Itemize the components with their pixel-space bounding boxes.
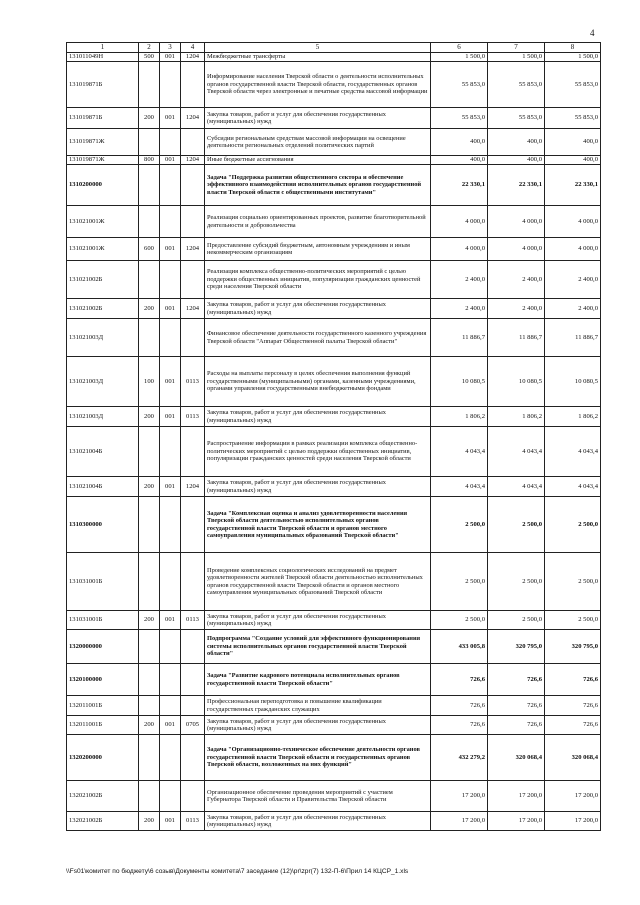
row-description: Реализация социально ориентированных проектов, развитие благотворительной деятельности и добровольчества — [205, 206, 431, 238]
row-code: 131021001Ж — [67, 238, 139, 261]
row-section-code — [181, 553, 205, 611]
table-row — [67, 108, 601, 129]
row-description: Задача "Комплексная оценка и анализ удовлетворенности населения Тверской области деятельностью исполнительных органов государственной власти Тверской области и органов местного самоуправления муниципальных образований Тверской области" — [205, 497, 431, 553]
row-admin-code: 001 — [160, 357, 181, 407]
row-type-code — [139, 165, 160, 206]
row-amount-year1: 55 853,0 — [431, 108, 488, 129]
row-admin-code: 001 — [160, 611, 181, 630]
row-admin-code: 001 — [160, 108, 181, 129]
row-amount-year1: 400,0 — [431, 129, 488, 156]
row-code: 1320200000 — [67, 735, 139, 781]
row-code: 131019871Ж — [67, 129, 139, 156]
row-amount-year2: 1 806,2 — [488, 407, 545, 427]
row-code: 131021002Б — [67, 261, 139, 299]
row-admin-code: 001 — [160, 299, 181, 319]
row-type-code: 200 — [139, 716, 160, 735]
row-section-code — [181, 261, 205, 299]
table-row — [67, 407, 601, 427]
row-admin-code: 001 — [160, 238, 181, 261]
row-amount-year3: 17 200,0 — [545, 781, 601, 812]
row-amount-year1: 2 400,0 — [431, 299, 488, 319]
row-code: 131021003Д — [67, 407, 139, 427]
row-admin-code: 001 — [160, 716, 181, 735]
row-amount-year1: 2 400,0 — [431, 261, 488, 299]
row-admin-code — [160, 206, 181, 238]
row-amount-year1: 400,0 — [431, 156, 488, 165]
row-admin-code — [160, 319, 181, 357]
row-type-code — [139, 664, 160, 696]
row-amount-year2: 320 068,4 — [488, 735, 545, 781]
row-amount-year3: 4 000,0 — [545, 238, 601, 261]
row-type-code: 200 — [139, 407, 160, 427]
row-code: 1310300000 — [67, 497, 139, 553]
row-amount-year3: 1 500,0 — [545, 53, 601, 62]
row-section-code — [181, 497, 205, 553]
row-section-code — [181, 319, 205, 357]
row-amount-year2: 55 853,0 — [488, 108, 545, 129]
row-amount-year1: 2 500,0 — [431, 611, 488, 630]
row-amount-year2: 2 400,0 — [488, 261, 545, 299]
row-type-code: 200 — [139, 611, 160, 630]
row-amount-year1: 55 853,0 — [431, 62, 488, 108]
row-amount-year2: 11 886,7 — [488, 319, 545, 357]
row-type-code — [139, 735, 160, 781]
row-code: 1320100000 — [67, 664, 139, 696]
row-type-code — [139, 319, 160, 357]
row-amount-year3: 400,0 — [545, 156, 601, 165]
row-amount-year1: 4 043,4 — [431, 427, 488, 477]
row-code: 131021004Б — [67, 477, 139, 497]
table-row — [67, 261, 601, 299]
table-row — [67, 553, 601, 611]
row-type-code — [139, 427, 160, 477]
row-code: 131011049Н — [67, 53, 139, 62]
table-row — [67, 206, 601, 238]
row-type-code — [139, 62, 160, 108]
budget-table — [66, 42, 601, 831]
row-type-code — [139, 553, 160, 611]
row-description: Профессиональная переподготовка и повышение квалификации государственных гражданских служащих — [205, 696, 431, 716]
row-amount-year1: 1 806,2 — [431, 407, 488, 427]
row-amount-year2: 55 853,0 — [488, 62, 545, 108]
table-row — [67, 781, 601, 812]
table-row — [67, 299, 601, 319]
column-header: 3 — [160, 43, 181, 53]
row-type-code: 100 — [139, 357, 160, 407]
row-amount-year1: 17 200,0 — [431, 781, 488, 812]
table-row — [67, 735, 601, 781]
row-code: 131019871Б — [67, 62, 139, 108]
row-section-code — [181, 781, 205, 812]
row-type-code — [139, 696, 160, 716]
row-description: Межбюджетные трансферты — [205, 53, 431, 62]
row-description: Иные бюджетные ассигнования — [205, 156, 431, 165]
row-admin-code — [160, 165, 181, 206]
row-code: 131021001Ж — [67, 206, 139, 238]
row-section-code — [181, 165, 205, 206]
row-section-code: 0113 — [181, 812, 205, 831]
row-amount-year2: 10 080,5 — [488, 357, 545, 407]
row-amount-year2: 4 043,4 — [488, 427, 545, 477]
row-section-code: 0113 — [181, 407, 205, 427]
row-amount-year2: 2 500,0 — [488, 497, 545, 553]
row-type-code: 200 — [139, 812, 160, 831]
row-description: Предоставление субсидий бюджетным, автономным учреждениям и иным некоммерческим организациям — [205, 238, 431, 261]
table-row — [67, 477, 601, 497]
row-description: Задача "Развитие кадрового потенциала исполнительных органов государственной власти Тверской области" — [205, 664, 431, 696]
table-row — [67, 716, 601, 735]
row-amount-year1: 726,6 — [431, 716, 488, 735]
row-amount-year1: 726,6 — [431, 696, 488, 716]
row-admin-code — [160, 696, 181, 716]
column-header: 5 — [205, 43, 431, 53]
row-amount-year2: 4 000,0 — [488, 238, 545, 261]
row-admin-code — [160, 664, 181, 696]
row-amount-year2: 726,6 — [488, 696, 545, 716]
row-code: 131021002Б — [67, 299, 139, 319]
row-code: 1310200000 — [67, 165, 139, 206]
row-amount-year1: 1 500,0 — [431, 53, 488, 62]
row-amount-year1: 432 279,2 — [431, 735, 488, 781]
row-admin-code — [160, 129, 181, 156]
row-section-code: 0113 — [181, 357, 205, 407]
row-admin-code — [160, 553, 181, 611]
row-description: Задача "Поддержка развития общественного сектора и обеспечение эффективного взаимодействия исполнительных органов государственной власти Тверской области с общественными институтами" — [205, 165, 431, 206]
row-type-code — [139, 129, 160, 156]
row-amount-year2: 400,0 — [488, 129, 545, 156]
column-header: 7 — [488, 43, 545, 53]
row-amount-year2: 4 000,0 — [488, 206, 545, 238]
row-code: 131019871Ж — [67, 156, 139, 165]
row-type-code: 200 — [139, 477, 160, 497]
table-row — [67, 696, 601, 716]
row-description: Задача "Организационно-техническое обеспечение деятельности органов государственной власти Тверской области и государственных органов Тверской области, возложенных на них функций" — [205, 735, 431, 781]
row-section-code — [181, 630, 205, 664]
table-row — [67, 165, 601, 206]
column-header: 2 — [139, 43, 160, 53]
row-section-code — [181, 62, 205, 108]
table-row — [67, 53, 601, 62]
row-type-code: 200 — [139, 108, 160, 129]
row-amount-year3: 726,6 — [545, 716, 601, 735]
row-amount-year2: 726,6 — [488, 664, 545, 696]
row-amount-year2: 2 500,0 — [488, 553, 545, 611]
row-amount-year1: 726,6 — [431, 664, 488, 696]
column-header: 4 — [181, 43, 205, 53]
row-amount-year2: 1 500,0 — [488, 53, 545, 62]
row-section-code: 1204 — [181, 238, 205, 261]
row-description: Информирование населения Тверской области о деятельности исполнительных органов государственной власти Тверской области, государственных органов Тверской области через электронные и печатные средства массовой информации — [205, 62, 431, 108]
row-description: Подпрограмма "Создание условий для эффективного функционирования системы исполнительных органов государственной власти Тверской области" — [205, 630, 431, 664]
row-section-code: 1204 — [181, 299, 205, 319]
page-number: 4 — [590, 28, 595, 38]
table-row — [67, 238, 601, 261]
row-code: 132021002Б — [67, 781, 139, 812]
row-amount-year1: 17 200,0 — [431, 812, 488, 831]
row-amount-year3: 400,0 — [545, 129, 601, 156]
row-type-code: 800 — [139, 156, 160, 165]
row-type-code — [139, 630, 160, 664]
table-row — [67, 812, 601, 831]
table-row — [67, 129, 601, 156]
row-type-code — [139, 261, 160, 299]
table-row — [67, 664, 601, 696]
row-amount-year3: 2 500,0 — [545, 497, 601, 553]
row-admin-code — [160, 62, 181, 108]
row-code: 132011001Б — [67, 716, 139, 735]
header-row — [67, 43, 601, 53]
row-section-code — [181, 129, 205, 156]
table-row — [67, 497, 601, 553]
row-amount-year3: 2 500,0 — [545, 553, 601, 611]
row-admin-code — [160, 781, 181, 812]
column-header: 1 — [67, 43, 139, 53]
row-description: Реализация комплекса общественно-политических мероприятий с целью поддержки общественных инициатив, популяризации гражданских ценностей среди населения Тверской области — [205, 261, 431, 299]
row-amount-year1: 4 000,0 — [431, 206, 488, 238]
table-row — [67, 156, 601, 165]
row-amount-year3: 55 853,0 — [545, 108, 601, 129]
row-amount-year3: 4 043,4 — [545, 477, 601, 497]
table-row — [67, 319, 601, 357]
row-code: 132021002Б — [67, 812, 139, 831]
row-amount-year3: 1 806,2 — [545, 407, 601, 427]
row-amount-year1: 2 500,0 — [431, 553, 488, 611]
row-section-code — [181, 735, 205, 781]
row-code: 1320000000 — [67, 630, 139, 664]
row-section-code — [181, 664, 205, 696]
row-admin-code — [160, 427, 181, 477]
row-code: 131021004Б — [67, 427, 139, 477]
row-amount-year3: 2 400,0 — [545, 261, 601, 299]
row-section-code — [181, 427, 205, 477]
row-amount-year2: 17 200,0 — [488, 781, 545, 812]
row-admin-code: 001 — [160, 407, 181, 427]
table-row — [67, 630, 601, 664]
row-description: Проведение комплексных социологических исследований на предмет удовлетворенности жителей Тверской области деятельностью исполнительных органов государственной власти Тверской области и органов местного самоуправления муниципальных образований Тверской области — [205, 553, 431, 611]
row-admin-code: 001 — [160, 477, 181, 497]
row-description: Распространение информации в рамках реализации комплекса общественно-политических мероприятий с целью поддержки общественных инициатив, популяризации гражданских ценностей среди населения Тверской области — [205, 427, 431, 477]
row-amount-year2: 400,0 — [488, 156, 545, 165]
row-admin-code — [160, 497, 181, 553]
row-admin-code — [160, 630, 181, 664]
row-admin-code: 001 — [160, 812, 181, 831]
row-amount-year1: 10 080,5 — [431, 357, 488, 407]
row-amount-year3: 2 500,0 — [545, 611, 601, 630]
row-type-code: 200 — [139, 299, 160, 319]
row-description: Закупка товаров, работ и услуг для обеспечения государственных (муниципальных) нужд — [205, 477, 431, 497]
row-type-code: 600 — [139, 238, 160, 261]
row-amount-year2: 17 200,0 — [488, 812, 545, 831]
row-amount-year2: 2 400,0 — [488, 299, 545, 319]
row-amount-year2: 22 330,1 — [488, 165, 545, 206]
row-admin-code: 001 — [160, 53, 181, 62]
row-section-code: 1204 — [181, 53, 205, 62]
row-amount-year3: 55 853,0 — [545, 62, 601, 108]
row-admin-code — [160, 261, 181, 299]
table-body — [67, 53, 601, 831]
row-description: Организационное обеспечение проведения мероприятий с участием Губернатора Тверской области и Правительства Тверской области — [205, 781, 431, 812]
row-description: Субсидии региональным средствам массовой информации на освещение деятельности региональных отделений политических партий — [205, 129, 431, 156]
row-code: 131019871Б — [67, 108, 139, 129]
row-code: 131021003Д — [67, 357, 139, 407]
row-amount-year2: 4 043,4 — [488, 477, 545, 497]
row-amount-year3: 4 000,0 — [545, 206, 601, 238]
table-row — [67, 611, 601, 630]
row-section-code: 1204 — [181, 477, 205, 497]
row-section-code: 1204 — [181, 108, 205, 129]
row-type-code — [139, 497, 160, 553]
file-path-footer: \\Fs01\комитет по бюджету\6 созыв\Документы комитета\7 заседание (12)\pr\zpr(7) 132-П-6\Прил 14 КЦСР_1.xls — [66, 868, 409, 875]
row-type-code: 500 — [139, 53, 160, 62]
table-row — [67, 357, 601, 407]
row-description: Закупка товаров, работ и услуг для обеспечения государственных (муниципальных) нужд — [205, 299, 431, 319]
row-amount-year3: 22 330,1 — [545, 165, 601, 206]
row-amount-year2: 726,6 — [488, 716, 545, 735]
row-amount-year3: 4 043,4 — [545, 427, 601, 477]
row-amount-year3: 726,6 — [545, 664, 601, 696]
row-amount-year3: 17 200,0 — [545, 812, 601, 831]
row-description: Закупка товаров, работ и услуг для обеспечения государственных (муниципальных) нужд — [205, 108, 431, 129]
row-section-code: 1204 — [181, 156, 205, 165]
row-amount-year3: 320 795,0 — [545, 630, 601, 664]
row-amount-year2: 2 500,0 — [488, 611, 545, 630]
row-type-code — [139, 781, 160, 812]
column-header: 6 — [431, 43, 488, 53]
row-section-code: 0705 — [181, 716, 205, 735]
row-section-code — [181, 206, 205, 238]
row-description: Закупка товаров, работ и услуг для обеспечения государственных (муниципальных) нужд — [205, 611, 431, 630]
row-code: 131031001Б — [67, 611, 139, 630]
row-section-code — [181, 696, 205, 716]
row-amount-year1: 11 886,7 — [431, 319, 488, 357]
row-amount-year1: 4 000,0 — [431, 238, 488, 261]
row-description: Закупка товаров, работ и услуг для обеспечения государственных (муниципальных) нужд — [205, 407, 431, 427]
row-admin-code — [160, 735, 181, 781]
row-description: Закупка товаров, работ и услуг для обеспечения государственных (муниципальных) нужд — [205, 812, 431, 831]
row-amount-year3: 11 886,7 — [545, 319, 601, 357]
row-description: Финансовое обеспечение деятельности государственного казенного учреждения Тверской области "Аппарат Общественной палаты Тверской области" — [205, 319, 431, 357]
row-amount-year1: 2 500,0 — [431, 497, 488, 553]
row-type-code — [139, 206, 160, 238]
row-code: 131031001Б — [67, 553, 139, 611]
row-amount-year1: 433 005,8 — [431, 630, 488, 664]
row-amount-year3: 2 400,0 — [545, 299, 601, 319]
row-amount-year1: 4 043,4 — [431, 477, 488, 497]
table-row — [67, 427, 601, 477]
row-admin-code: 001 — [160, 156, 181, 165]
row-amount-year3: 10 080,5 — [545, 357, 601, 407]
table-row — [67, 62, 601, 108]
row-description: Закупка товаров, работ и услуг для обеспечения государственных (муниципальных) нужд — [205, 716, 431, 735]
row-code: 131021003Д — [67, 319, 139, 357]
column-header: 8 — [545, 43, 601, 53]
row-amount-year3: 726,6 — [545, 696, 601, 716]
row-section-code: 0113 — [181, 611, 205, 630]
row-code: 132011001Б — [67, 696, 139, 716]
row-amount-year3: 320 068,4 — [545, 735, 601, 781]
row-amount-year1: 22 330,1 — [431, 165, 488, 206]
row-description: Расходы на выплаты персоналу в целях обеспечения выполнения функций государственными (муниципальными) органами, казенными учреждениями, органами управления государственными внебюджетными фондами — [205, 357, 431, 407]
row-amount-year2: 320 795,0 — [488, 630, 545, 664]
